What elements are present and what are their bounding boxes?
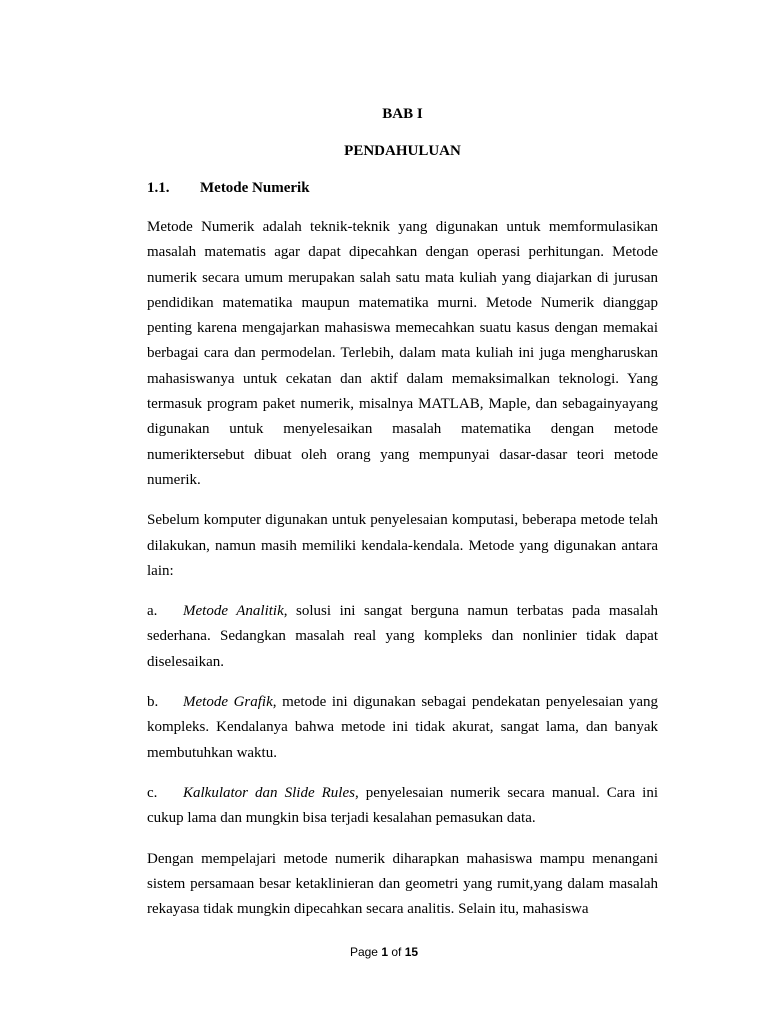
page-current: 1 (381, 945, 388, 959)
list-text: , penyelesaian numerik secara manual. Cara ini cukup lama dan mungkin bisa terjadi kesalahan pemasukan data. (147, 784, 658, 827)
list-term: Metode Analitik (183, 603, 284, 620)
section-number: 1.1. (147, 180, 170, 196)
page-footer (0, 945, 768, 959)
list-marker: a. (147, 603, 158, 620)
body-paragraph: Sebelum komputer digunakan untuk penyelesaian komputasi, beberapa metode telah dilakukan, namun masih memiliki kendala-kendala. Metode yang digunakan antara lain: (147, 512, 658, 579)
page-label: Page (349, 945, 378, 959)
list-marker: c. (147, 784, 158, 801)
list-text: , metode ini digunakan sebagai pendekatan penyelesaian yang kompleks. Kendalanya bahwa metode ini tidak akurat, sangat lama, dan banyak membutuhkan waktu. (147, 694, 658, 761)
section-heading (147, 178, 658, 198)
body-paragraph: Metode Numerik adalah teknik-teknik yang digunakan untuk memformulasikan masalah matematis agar dapat dipecahkan dengan operasi perhitungan. Metode numerik secara umum merupakan salah satu mata kuliah yang diajarkan di jurusan pendidikan matematika maupun matematika murni. Metode Numerik dianggap penting karena mengajarkan mahasiswa memecahkan suatu kasus dengan memakai berbagai cara dan permodelan. Terlebih, dalam mata kuliah ini juga mengharuskan mahasiswanya untuk cekatan dan aktif dalam memaksimalkan teknologi. Yang termasuk program paket numerik, misalnya MATLAB, Maple, dan sebagainyayang digunakan untuk menyelesaikan masalah matematika dengan metode numeriktersebut dibuat oleh orang yang mempunyai dasar-dasar teori metode numerik. (147, 219, 658, 488)
list-text: , solusi ini sangat berguna namun terbatas pada masalah sederhana. Sedangkan masalah real yang kompleks dan nonlinier tidak dapat diselesaikan. (147, 603, 658, 670)
page-content (147, 104, 658, 922)
page-total: 15 (404, 945, 419, 959)
section-title: Metode Numerik (200, 180, 310, 196)
list-term: Metode Grafik (183, 694, 273, 711)
chapter-title: PENDAHULUAN (344, 143, 461, 159)
list-marker: b. (147, 694, 159, 711)
chapter-heading: BAB I (382, 106, 423, 122)
list-item (147, 599, 658, 675)
list-item (147, 690, 658, 766)
list-term: Kalkulator dan Slide Rules (183, 784, 355, 801)
list-item (147, 781, 658, 832)
body-paragraph: Dengan mempelajari metode numerik diharapkan mahasiswa mampu menangani sistem persamaan besar ketaklinieran dan geometri yang rumit,yang dalam masalah rekayasa tidak mungkin dipecahkan secara analitis. Selain itu, mahasiswa (147, 850, 658, 918)
of-label: of (391, 945, 402, 959)
